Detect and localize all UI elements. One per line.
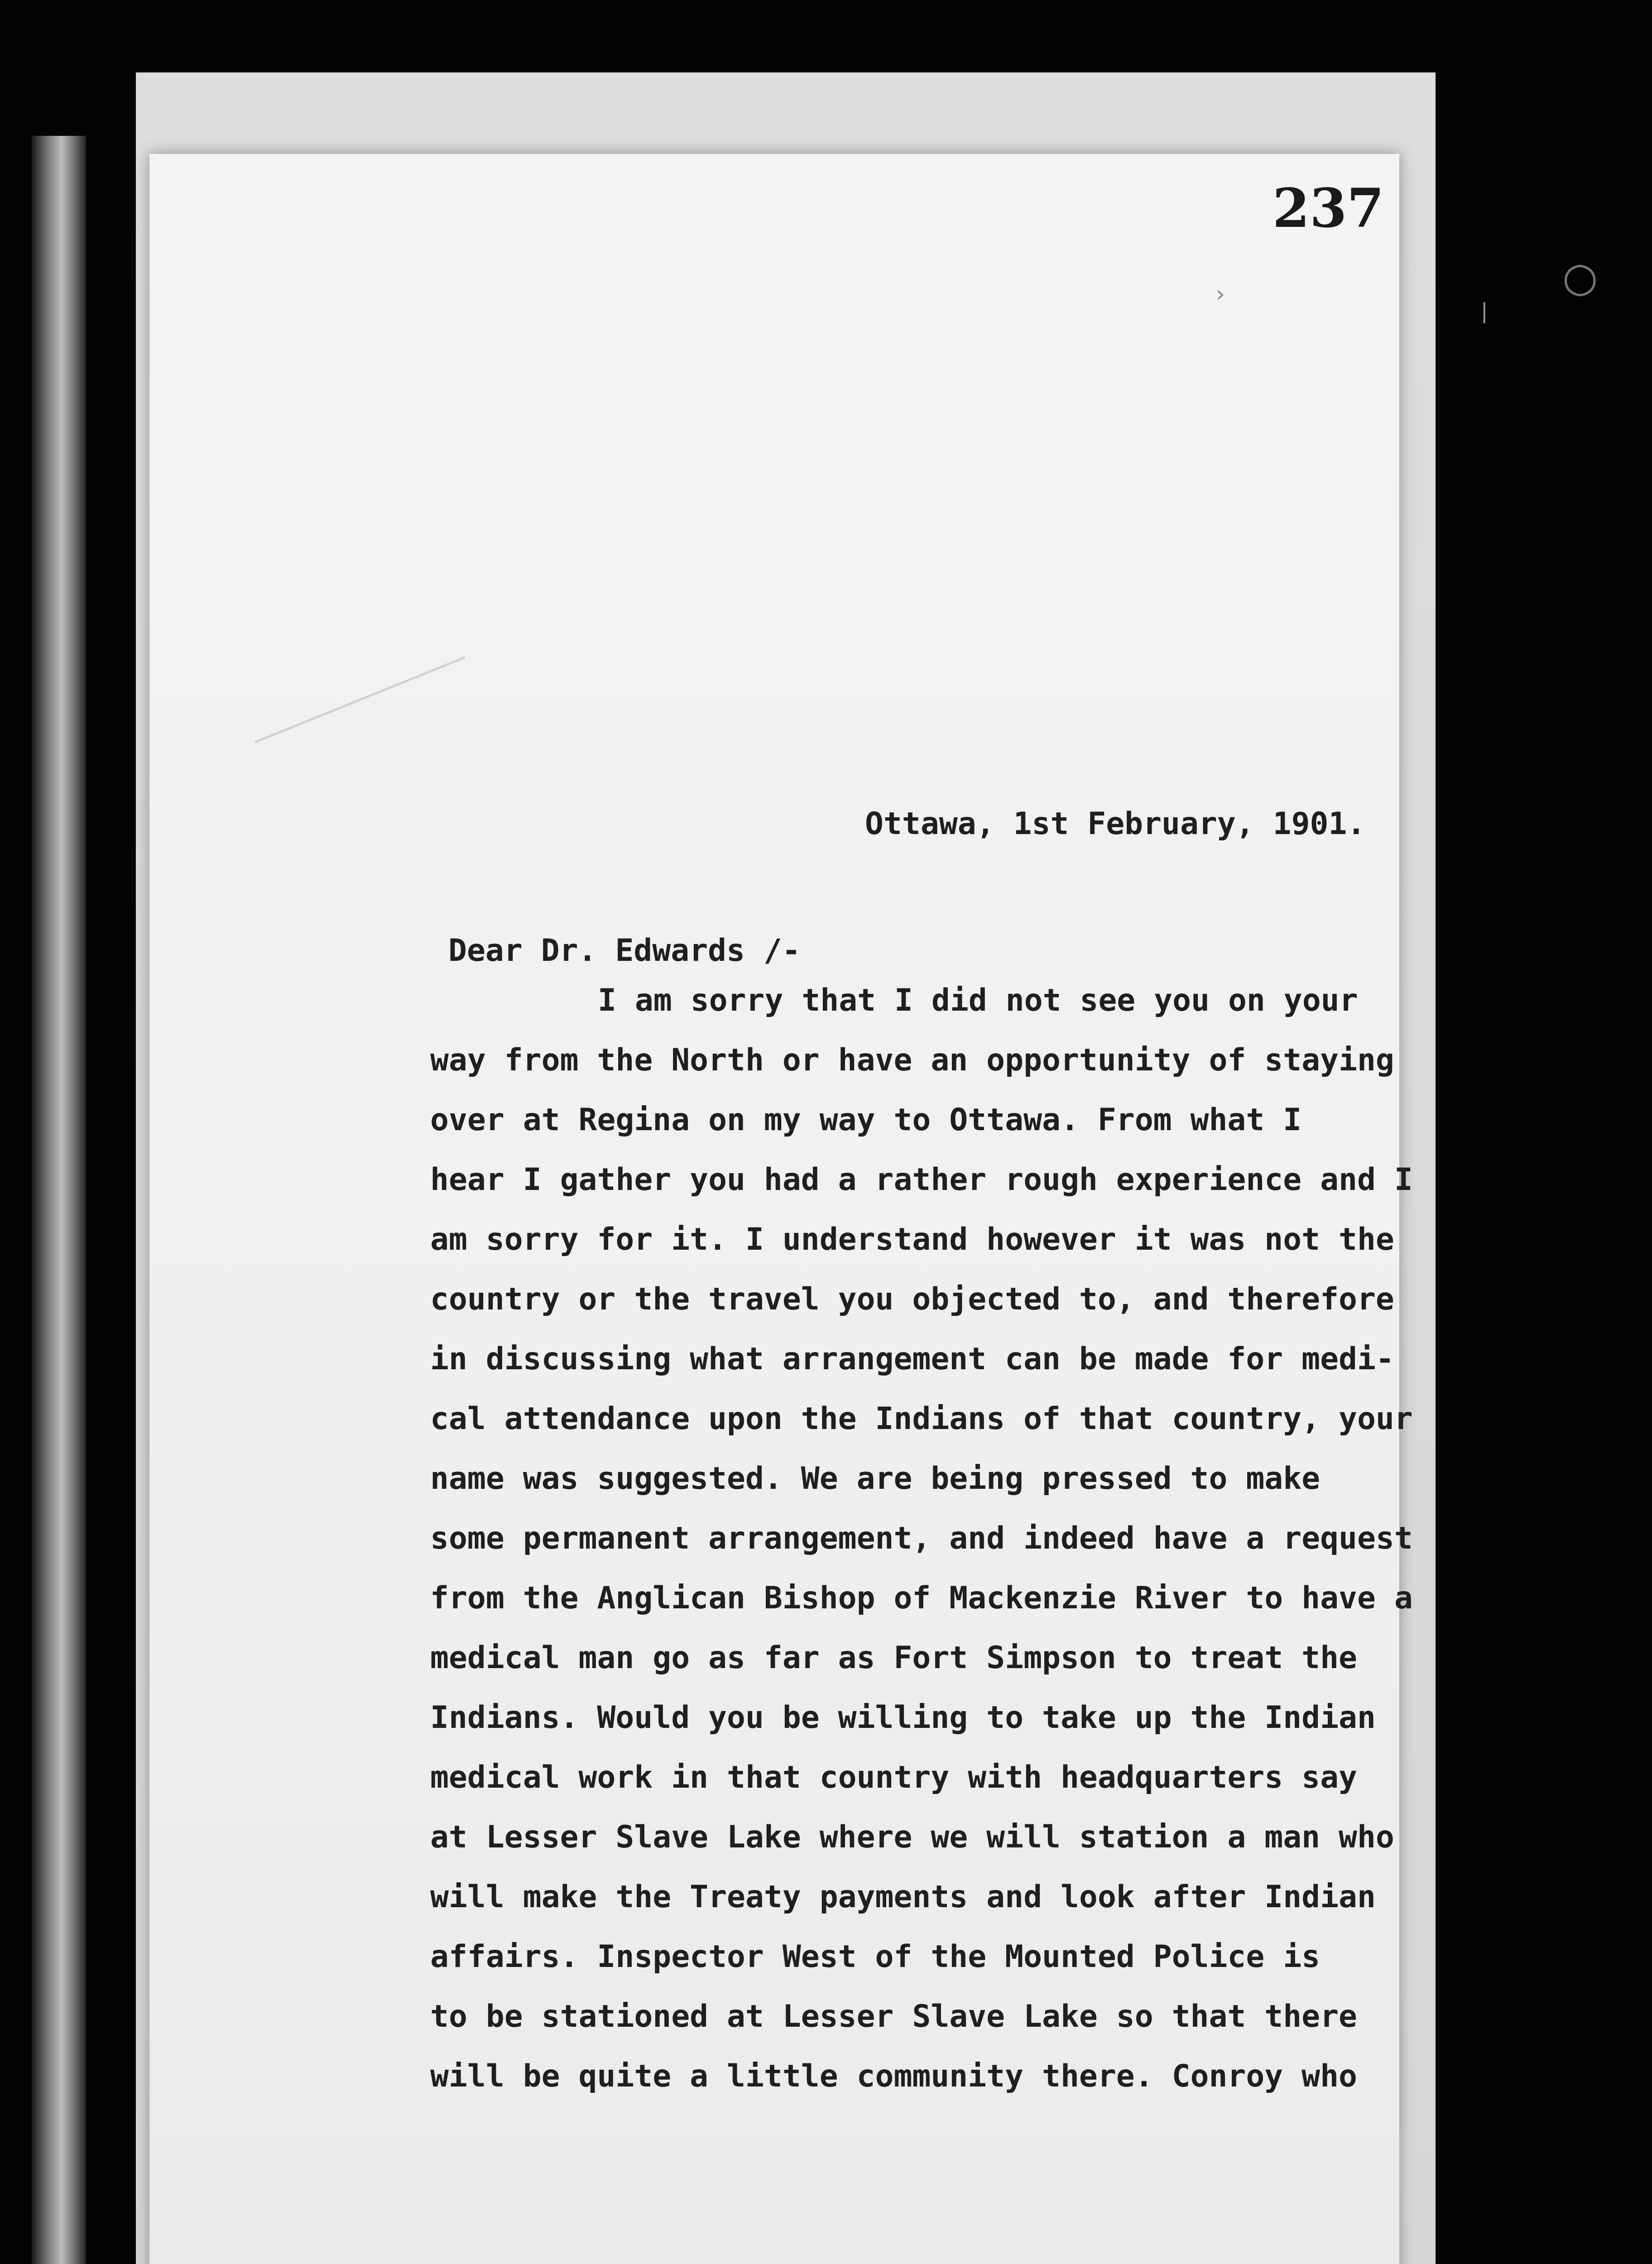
dateline: Ottawa, 1st February, 1901.	[865, 806, 1366, 842]
letter-line: at Lesser Slave Lake where we will station a man who	[430, 1819, 1394, 1855]
letter-line: medical work in that country with headquarters say	[430, 1760, 1357, 1795]
letter-line: to be stationed at Lesser Slave Lake so that there	[430, 1999, 1357, 2034]
letter-line: from the Anglican Bishop of Mackenzie River to have a	[430, 1580, 1413, 1616]
letter-line: in discussing what arrangement can be made for medi-	[430, 1341, 1394, 1377]
letter-line: will make the Treaty payments and look after Indian	[430, 1879, 1376, 1915]
letter-line: am sorry for it. I understand however it was not the	[430, 1222, 1394, 1257]
letter-line: country or the travel you objected to, and therefore	[430, 1281, 1394, 1317]
letter-line: name was suggested. We are being pressed to make	[430, 1461, 1321, 1497]
letter-line: will be quite a little community there. Conroy who	[430, 2058, 1357, 2094]
letter-line: Indians. Would you be willing to take up the Indian	[430, 1700, 1376, 1736]
letter-line: medical man go as far as Fort Simpson to treat the	[430, 1640, 1357, 1676]
film-edge-strip	[32, 136, 86, 2264]
margin-tick-mark: ›	[1216, 281, 1225, 307]
letter-line: cal attendance upon the Indians of that country, your	[430, 1401, 1413, 1437]
margin-tick-mark: ○	[1562, 254, 1598, 301]
letter-line: I am sorry that I did not see you on your	[598, 983, 1358, 1018]
letter-line: hear I gather you had a rather rough experience and I	[430, 1162, 1413, 1198]
page-number: 237	[1273, 177, 1384, 240]
letter-line: affairs. Inspector West of the Mounted Police is	[430, 1939, 1321, 1975]
letter-line: way from the North or have an opportunity of staying	[430, 1042, 1394, 1078]
letter-line: some permanent arrangement, and indeed have a request	[430, 1521, 1413, 1556]
salutation: Dear Dr. Edwards /-	[448, 933, 801, 969]
margin-tick-mark: |	[1481, 299, 1488, 323]
letter-line: over at Regina on my way to Ottawa. From what I	[430, 1102, 1302, 1138]
